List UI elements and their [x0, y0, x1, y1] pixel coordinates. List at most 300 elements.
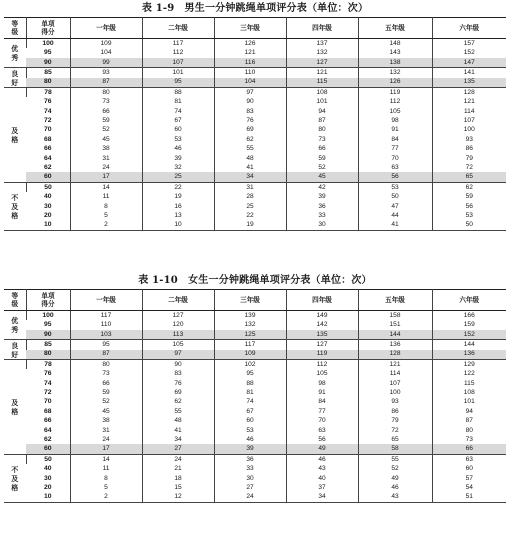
value-cell: 49 — [286, 444, 358, 454]
value-cell: 104 — [70, 48, 142, 57]
value-cell: 105 — [142, 340, 214, 350]
value-cell: 90 — [142, 359, 214, 369]
value-cell: 74 — [142, 107, 214, 116]
grade-label — [4, 182, 26, 230]
value-cell: 31 — [70, 426, 142, 435]
value-cell: 62 — [432, 182, 506, 192]
value-cell: 101 — [432, 398, 506, 407]
value-cell: 103 — [70, 330, 142, 340]
value-cell: 128 — [432, 87, 506, 97]
value-cell: 94 — [432, 407, 506, 416]
value-cell: 53 — [214, 426, 286, 435]
value-cell: 59 — [70, 388, 142, 397]
value-cell: 148 — [358, 39, 432, 49]
value-cell: 60 — [214, 416, 286, 425]
value-cell: 59 — [286, 154, 358, 163]
score-cell: 40 — [43, 193, 52, 201]
value-cell: 93 — [70, 68, 142, 78]
grade-label-char: 格 — [11, 210, 19, 220]
table-row — [4, 444, 506, 454]
score-cell: 80 — [26, 350, 70, 360]
value-cell: 15 — [142, 483, 214, 492]
value-cell: 25 — [214, 202, 286, 211]
value-cell: 93 — [432, 135, 506, 144]
value-cell: 56 — [432, 202, 506, 211]
header-year: 一年级 — [70, 290, 142, 311]
value-cell: 90 — [214, 97, 286, 106]
value-cell: 18 — [142, 474, 214, 483]
value-cell: 67 — [214, 407, 286, 416]
score-cell: 90 — [26, 330, 70, 340]
table-row — [4, 192, 506, 201]
value-cell: 14 — [70, 454, 142, 464]
value-cell: 72 — [358, 426, 432, 435]
value-cell: 21 — [142, 464, 214, 473]
grade-label-char: 格 — [11, 406, 19, 416]
table-row — [4, 58, 506, 68]
value-cell: 17 — [70, 444, 142, 454]
score-cell: 50 — [26, 182, 70, 192]
header-grade-label: 等级 — [11, 20, 19, 36]
value-cell: 121 — [358, 359, 432, 369]
value-cell: 121 — [286, 68, 358, 78]
table-row — [4, 107, 506, 116]
header-grade — [4, 18, 26, 39]
value-cell: 69 — [214, 126, 286, 135]
value-cell: 86 — [432, 144, 506, 153]
value-cell: 135 — [286, 330, 358, 340]
table-row — [4, 202, 506, 211]
grade-label — [4, 68, 26, 88]
score-cell: 40 — [43, 465, 52, 473]
value-cell: 66 — [70, 379, 142, 388]
value-cell: 70 — [358, 154, 432, 163]
value-cell: 24 — [214, 492, 286, 502]
table-row — [4, 211, 506, 220]
value-cell: 67 — [142, 116, 214, 125]
value-cell: 104 — [214, 78, 286, 88]
value-cell: 121 — [432, 97, 506, 106]
table-row — [4, 126, 506, 135]
value-cell: 76 — [142, 379, 214, 388]
value-cell: 63 — [358, 163, 432, 172]
header-year: 五年级 — [358, 18, 432, 39]
value-cell: 108 — [286, 87, 358, 97]
table-row — [4, 474, 506, 483]
value-cell: 73 — [70, 97, 142, 106]
value-cell: 32 — [142, 163, 214, 172]
value-cell: 27 — [214, 483, 286, 492]
score-table-girls — [4, 289, 506, 503]
value-cell: 97 — [214, 87, 286, 97]
value-cell: 42 — [286, 182, 358, 192]
header-score-label: 单项 — [41, 292, 55, 300]
value-cell: 30 — [214, 474, 286, 483]
grade-label-char: 好 — [11, 77, 19, 87]
grade-label — [4, 359, 26, 454]
score-cell: 68 — [43, 135, 52, 143]
header-year: 一年级 — [70, 18, 142, 39]
value-cell: 2 — [70, 220, 142, 230]
value-cell: 112 — [142, 48, 214, 57]
grade-label-char: 良 — [11, 340, 19, 350]
value-cell: 10 — [142, 220, 214, 230]
value-cell: 48 — [214, 154, 286, 163]
value-cell: 116 — [214, 58, 286, 68]
value-cell: 73 — [286, 135, 358, 144]
value-cell: 55 — [214, 144, 286, 153]
value-cell: 31 — [70, 154, 142, 163]
value-cell: 98 — [358, 116, 432, 125]
value-cell: 114 — [358, 369, 432, 378]
value-cell: 34 — [214, 172, 286, 182]
grade-label-char: 秀 — [11, 53, 19, 63]
value-cell: 43 — [286, 464, 358, 473]
value-cell: 109 — [214, 350, 286, 360]
value-cell: 132 — [214, 320, 286, 329]
value-cell: 166 — [432, 311, 506, 321]
table-row — [4, 426, 506, 435]
table-row — [4, 407, 506, 416]
value-cell: 83 — [142, 369, 214, 378]
value-cell: 127 — [142, 311, 214, 321]
header-grade — [4, 290, 26, 311]
table-row — [4, 163, 506, 172]
value-cell: 100 — [432, 126, 506, 135]
value-cell: 102 — [214, 359, 286, 369]
header-score — [26, 18, 70, 39]
score-cell: 20 — [43, 211, 52, 219]
table-row — [4, 311, 506, 321]
score-cell: 10 — [26, 220, 70, 230]
value-cell: 55 — [142, 407, 214, 416]
value-cell: 36 — [214, 454, 286, 464]
header-year: 三年级 — [214, 18, 286, 39]
score-cell: 100 — [26, 311, 70, 321]
value-cell: 112 — [358, 97, 432, 106]
value-cell: 80 — [70, 359, 142, 369]
table-row — [4, 144, 506, 153]
value-cell: 87 — [432, 416, 506, 425]
score-cell: 76 — [43, 370, 52, 378]
value-cell: 49 — [358, 474, 432, 483]
header-score-label: 得分 — [41, 300, 55, 308]
score-cell: 64 — [43, 426, 52, 434]
value-cell: 59 — [70, 116, 142, 125]
grade-label-char: 优 — [11, 44, 19, 54]
value-cell: 101 — [286, 97, 358, 106]
value-cell: 45 — [286, 172, 358, 182]
value-cell: 52 — [70, 398, 142, 407]
header-year: 三年级 — [214, 290, 286, 311]
score-cell: 70 — [43, 126, 52, 134]
value-cell: 5 — [70, 483, 142, 492]
value-cell: 84 — [358, 135, 432, 144]
value-cell: 93 — [358, 398, 432, 407]
value-cell: 22 — [214, 211, 286, 220]
value-cell: 88 — [142, 87, 214, 97]
score-cell: 74 — [43, 107, 52, 115]
value-cell: 54 — [432, 483, 506, 492]
header-year: 六年级 — [432, 18, 506, 39]
table-row — [4, 398, 506, 407]
table-row — [4, 359, 506, 369]
grade-label — [4, 311, 26, 340]
value-cell: 107 — [142, 58, 214, 68]
value-cell: 39 — [214, 444, 286, 454]
score-cell: 10 — [26, 492, 70, 502]
score-table-boys — [4, 17, 506, 231]
value-cell: 149 — [286, 311, 358, 321]
table-row — [4, 87, 506, 97]
value-cell: 112 — [286, 359, 358, 369]
value-cell: 117 — [70, 311, 142, 321]
value-cell: 72 — [432, 163, 506, 172]
value-cell: 87 — [70, 350, 142, 360]
value-cell: 62 — [142, 398, 214, 407]
value-cell: 45 — [70, 135, 142, 144]
value-cell: 22 — [142, 182, 214, 192]
table-row — [4, 454, 506, 464]
value-cell: 80 — [432, 426, 506, 435]
value-cell: 56 — [286, 435, 358, 444]
score-cell: 90 — [26, 58, 70, 68]
value-cell: 110 — [70, 320, 142, 329]
value-cell: 135 — [432, 78, 506, 88]
table-row — [4, 340, 506, 350]
value-cell: 28 — [214, 192, 286, 201]
value-cell: 25 — [142, 172, 214, 182]
value-cell: 158 — [358, 311, 432, 321]
value-cell: 12 — [142, 492, 214, 502]
value-cell: 41 — [214, 163, 286, 172]
score-cell: 60 — [26, 444, 70, 454]
table-row — [4, 350, 506, 360]
grade-label-char: 格 — [11, 482, 19, 492]
value-cell: 8 — [70, 474, 142, 483]
value-cell: 50 — [432, 220, 506, 230]
value-cell: 115 — [286, 78, 358, 88]
value-cell: 19 — [142, 192, 214, 201]
value-cell: 114 — [432, 107, 506, 116]
value-cell: 24 — [70, 163, 142, 172]
value-cell: 74 — [214, 398, 286, 407]
value-cell: 113 — [142, 330, 214, 340]
value-cell: 157 — [432, 39, 506, 49]
grade-label-char: 及 — [11, 201, 19, 211]
value-cell: 8 — [70, 202, 142, 211]
header-year: 五年级 — [358, 290, 432, 311]
value-cell: 60 — [142, 126, 214, 135]
value-cell: 84 — [286, 398, 358, 407]
value-cell: 144 — [358, 330, 432, 340]
table-title: 表 1-10 女生一分钟跳绳单项评分表（单位：次） — [138, 275, 372, 286]
value-cell: 33 — [286, 211, 358, 220]
value-cell: 62 — [214, 135, 286, 144]
value-cell: 27 — [142, 444, 214, 454]
table-row — [4, 182, 506, 192]
value-cell: 38 — [70, 144, 142, 153]
grade-label-char: 好 — [11, 349, 19, 359]
value-cell: 125 — [214, 330, 286, 340]
value-cell: 91 — [286, 388, 358, 397]
score-cell: 72 — [43, 389, 52, 397]
score-cell: 50 — [26, 454, 70, 464]
table-row — [4, 48, 506, 57]
value-cell: 108 — [432, 388, 506, 397]
grade-label-char: 不 — [11, 192, 19, 202]
table-row — [4, 388, 506, 397]
value-cell: 34 — [286, 492, 358, 502]
value-cell: 51 — [432, 492, 506, 502]
header-grade-label: 等级 — [11, 292, 19, 308]
value-cell: 46 — [142, 144, 214, 153]
value-cell: 66 — [432, 444, 506, 454]
value-cell: 159 — [432, 320, 506, 329]
value-cell: 79 — [432, 154, 506, 163]
grade-label — [4, 340, 26, 360]
value-cell: 95 — [142, 78, 214, 88]
header-year: 六年级 — [432, 290, 506, 311]
value-cell: 132 — [286, 48, 358, 57]
grade-label-char: 秀 — [11, 325, 19, 335]
value-cell: 94 — [286, 107, 358, 116]
value-cell: 81 — [214, 388, 286, 397]
value-cell: 136 — [358, 340, 432, 350]
value-cell: 87 — [286, 116, 358, 125]
value-cell: 57 — [432, 474, 506, 483]
value-cell: 109 — [70, 39, 142, 49]
value-cell: 17 — [70, 172, 142, 182]
value-cell: 80 — [70, 87, 142, 97]
value-cell: 13 — [142, 211, 214, 220]
value-cell: 95 — [214, 369, 286, 378]
score-cell: 30 — [43, 202, 52, 210]
table-row — [4, 172, 506, 182]
value-cell: 120 — [142, 320, 214, 329]
value-cell: 79 — [358, 416, 432, 425]
value-cell: 69 — [142, 388, 214, 397]
table-row — [4, 330, 506, 340]
grade-label — [4, 39, 26, 68]
table-row — [4, 116, 506, 125]
value-cell: 142 — [286, 320, 358, 329]
score-cell: 95 — [43, 321, 52, 329]
table-row — [4, 320, 506, 329]
value-cell: 98 — [286, 379, 358, 388]
grade-label — [4, 454, 26, 502]
value-cell: 11 — [70, 192, 142, 201]
value-cell: 87 — [70, 78, 142, 88]
score-cell: 70 — [43, 398, 52, 406]
value-cell: 53 — [142, 135, 214, 144]
header-year: 四年级 — [286, 290, 358, 311]
grade-label-char: 优 — [11, 316, 19, 326]
value-cell: 128 — [358, 350, 432, 360]
value-cell: 36 — [286, 202, 358, 211]
value-cell: 45 — [70, 407, 142, 416]
value-cell: 46 — [358, 483, 432, 492]
value-cell: 101 — [142, 68, 214, 78]
grade-label — [4, 87, 26, 182]
value-cell: 105 — [286, 369, 358, 378]
value-cell: 119 — [286, 350, 358, 360]
value-cell: 117 — [214, 340, 286, 350]
score-cell: 64 — [43, 154, 52, 162]
value-cell: 5 — [70, 211, 142, 220]
value-cell: 30 — [286, 220, 358, 230]
value-cell: 139 — [214, 311, 286, 321]
value-cell: 31 — [214, 182, 286, 192]
score-cell: 85 — [26, 68, 70, 78]
header-score-label: 得分 — [41, 28, 55, 36]
score-cell: 76 — [43, 98, 52, 106]
value-cell: 70 — [286, 416, 358, 425]
value-cell: 66 — [70, 107, 142, 116]
score-cell: 78 — [26, 359, 70, 369]
value-cell: 38 — [70, 416, 142, 425]
value-cell: 65 — [432, 172, 506, 182]
value-cell: 97 — [142, 350, 214, 360]
header-year: 二年级 — [142, 290, 214, 311]
header-year: 二年级 — [142, 18, 214, 39]
value-cell: 127 — [286, 340, 358, 350]
value-cell: 47 — [358, 202, 432, 211]
header-year: 四年级 — [286, 18, 358, 39]
value-cell: 48 — [142, 416, 214, 425]
value-cell: 41 — [142, 426, 214, 435]
table-row — [4, 78, 506, 88]
value-cell: 73 — [70, 369, 142, 378]
score-cell: 72 — [43, 117, 52, 125]
value-cell: 19 — [214, 220, 286, 230]
value-cell: 152 — [432, 48, 506, 57]
score-cell: 78 — [26, 87, 70, 97]
value-cell: 44 — [358, 211, 432, 220]
value-cell: 77 — [358, 144, 432, 153]
value-cell: 60 — [432, 464, 506, 473]
value-cell: 65 — [358, 435, 432, 444]
score-cell: 60 — [26, 172, 70, 182]
value-cell: 115 — [432, 379, 506, 388]
value-cell: 122 — [432, 369, 506, 378]
table-row — [4, 68, 506, 78]
table-row — [4, 97, 506, 106]
table-row — [4, 464, 506, 473]
value-cell: 107 — [432, 116, 506, 125]
value-cell: 107 — [358, 379, 432, 388]
value-cell: 58 — [358, 444, 432, 454]
score-cell: 100 — [26, 39, 70, 49]
table-row — [4, 154, 506, 163]
value-cell: 63 — [432, 454, 506, 464]
value-cell: 151 — [358, 320, 432, 329]
value-cell: 77 — [286, 407, 358, 416]
value-cell: 105 — [358, 107, 432, 116]
value-cell: 91 — [358, 126, 432, 135]
value-cell: 73 — [432, 435, 506, 444]
header-row — [4, 18, 506, 39]
score-cell: 30 — [43, 474, 52, 482]
value-cell: 14 — [70, 182, 142, 192]
table-row — [4, 416, 506, 425]
table-row — [4, 369, 506, 378]
value-cell: 110 — [214, 68, 286, 78]
grade-label-char: 格 — [11, 134, 19, 144]
header-row — [4, 290, 506, 311]
value-cell: 63 — [286, 426, 358, 435]
grade-label-char: 及 — [11, 397, 19, 407]
